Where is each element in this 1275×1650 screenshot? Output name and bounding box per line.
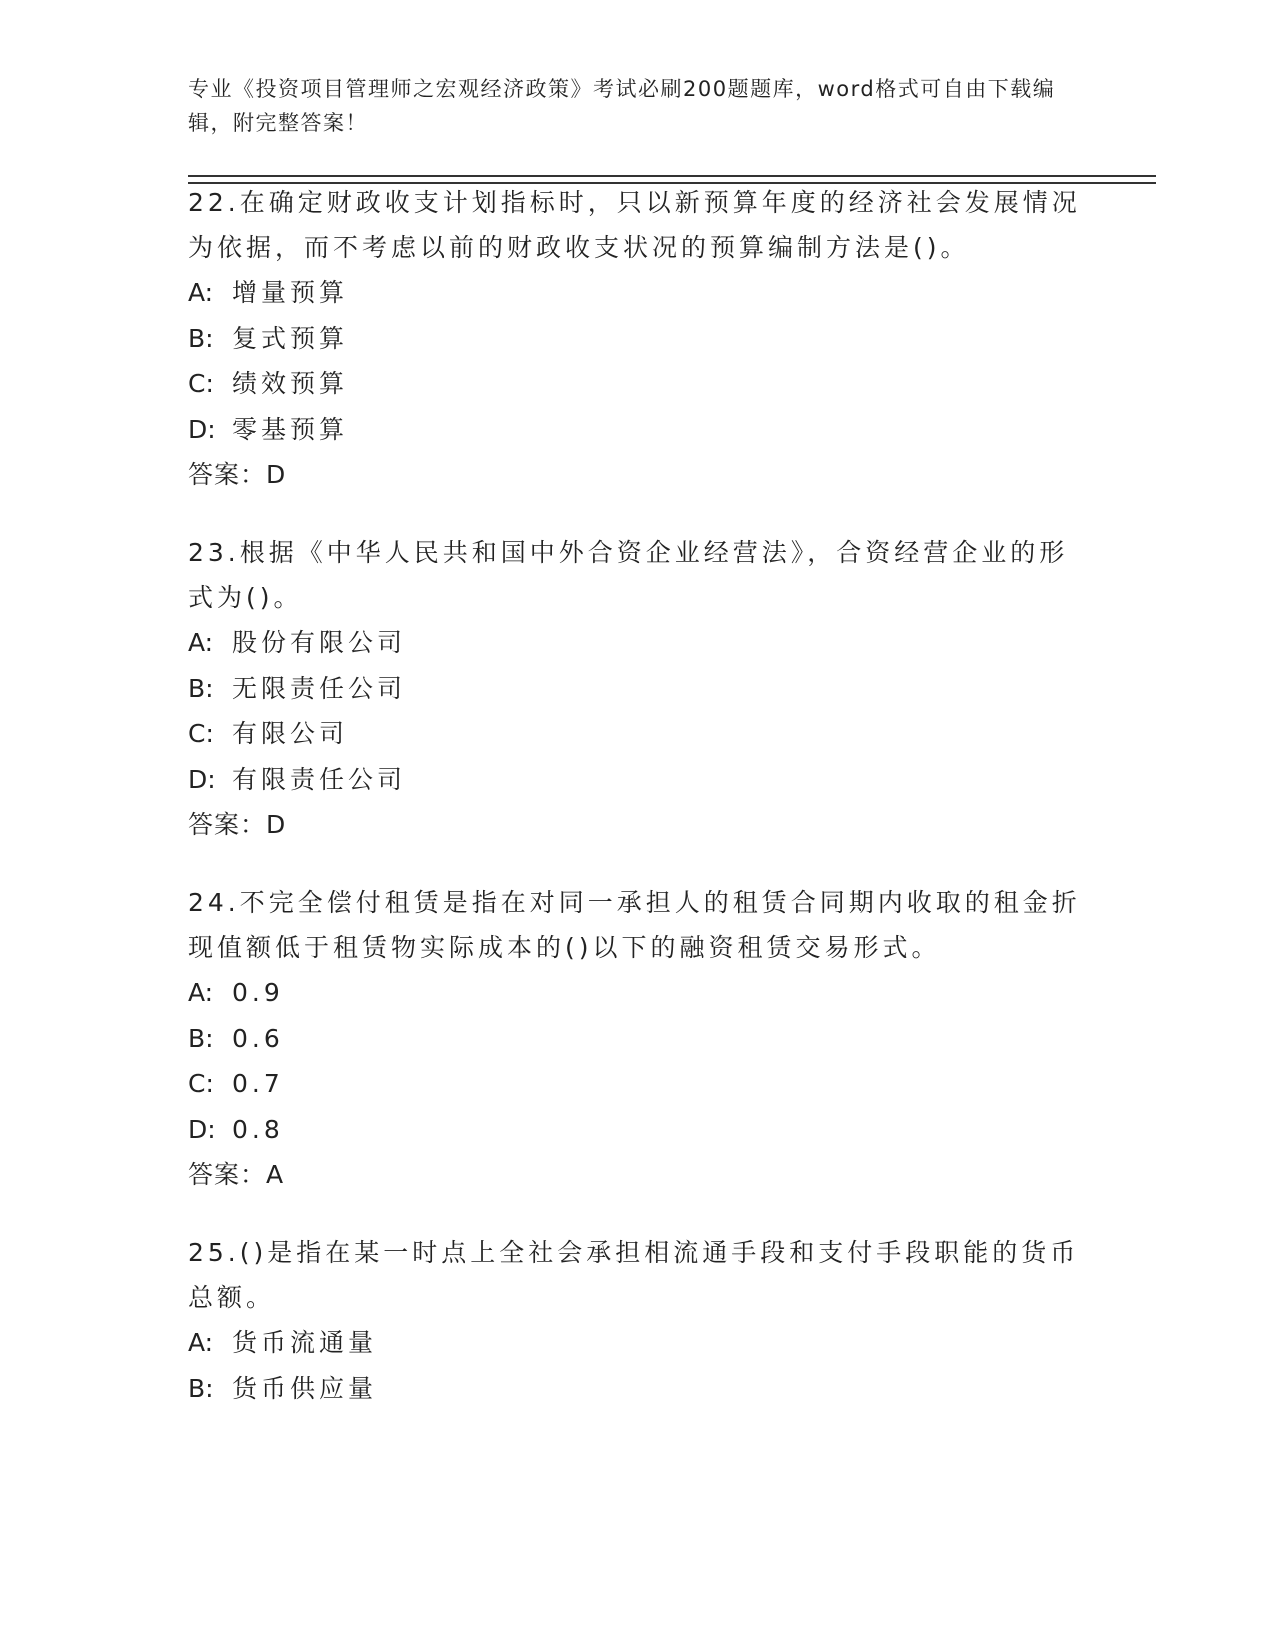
option-key: C: [188, 369, 214, 398]
option-b [188, 1366, 1088, 1412]
answer-line: 答案：D [188, 460, 287, 489]
option-text: 增量预算 [232, 278, 349, 307]
option-b [188, 666, 1088, 712]
question-stem: 23.根据《中华人民共和国中外合资企业经营法》，合资经营企业的形式为()。 [188, 538, 1069, 612]
option-text: 无限责任公司 [232, 673, 407, 703]
option-a [188, 270, 1088, 316]
question-stem: 22.在确定财政收支计划指标时，只以新预算年度的经济社会发展情况为依据，而不考虑以前的财政收支状况的预算编制方法是()。 [188, 188, 1081, 262]
option-key: B: [188, 673, 214, 703]
option-key: D: [188, 764, 216, 794]
option-key: A: [188, 278, 214, 307]
option-key: D: [188, 1114, 216, 1144]
option-text: 0.6 [232, 1023, 284, 1053]
question-25 [188, 1230, 1088, 1411]
question-stem: 25.()是指在某一时点上全社会承担相流通手段和支付手段职能的货币总额。 [188, 1238, 1080, 1312]
option-d [188, 1107, 1088, 1153]
option-d [188, 407, 1088, 453]
question-stem: 24.不完全偿付租赁是指在对同一承担人的租赁合同期内收取的租金折现值额低于租赁物实际成本的()以下的融资租赁交易形式。 [188, 888, 1081, 962]
option-a [188, 970, 1088, 1016]
option-text: 0.7 [232, 1069, 284, 1098]
document-header: 专业《投资项目管理师之宏观经济政策》考试必刷200题题库，word格式可自由下载编辑，附完整答案！ [188, 77, 1056, 135]
question-23 [188, 530, 1088, 847]
option-text: 货币流通量 [232, 1328, 378, 1357]
option-a [188, 620, 1088, 666]
option-c [188, 361, 1088, 407]
option-key: C: [188, 1069, 214, 1098]
option-c [188, 1061, 1088, 1107]
answer-line: 答案：A [188, 1160, 285, 1189]
option-key: C: [188, 719, 214, 748]
question-24 [188, 880, 1088, 1197]
option-key: B: [188, 323, 214, 353]
option-key: D: [188, 414, 216, 444]
option-text: 有限责任公司 [232, 764, 407, 794]
option-b [188, 316, 1088, 362]
option-text: 货币供应量 [232, 1373, 378, 1403]
option-text: 股份有限公司 [232, 628, 407, 657]
header-divider-top [188, 175, 1156, 177]
option-text: 0.9 [232, 978, 284, 1007]
option-text: 绩效预算 [232, 369, 349, 398]
option-key: A: [188, 1328, 214, 1357]
option-b [188, 1016, 1088, 1062]
option-text: 有限公司 [232, 719, 349, 748]
option-c [188, 711, 1088, 757]
option-text: 零基预算 [232, 414, 349, 444]
answer-line: 答案：D [188, 810, 287, 839]
option-key: B: [188, 1373, 214, 1403]
option-key: A: [188, 628, 214, 657]
option-d [188, 757, 1088, 803]
option-key: A: [188, 978, 214, 1007]
question-22 [188, 180, 1088, 497]
option-a [188, 1320, 1088, 1366]
option-text: 0.8 [232, 1114, 284, 1144]
option-key: B: [188, 1023, 214, 1053]
option-text: 复式预算 [232, 323, 349, 353]
